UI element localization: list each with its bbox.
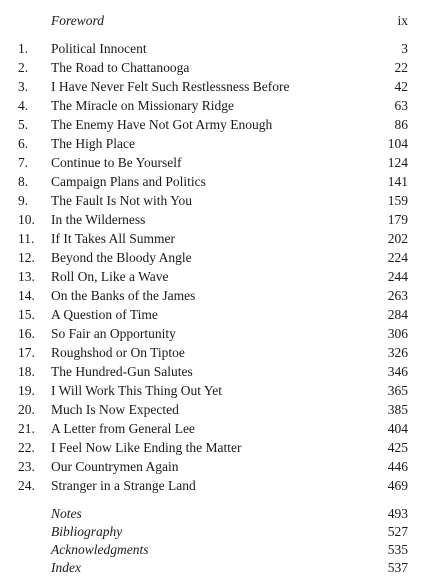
chapter-title: The Hundred-Gun Salutes bbox=[51, 364, 193, 379]
chapter-number: 17. bbox=[18, 345, 35, 360]
chapter-title: Continue to Be Yourself bbox=[51, 155, 182, 170]
chapter-entry bbox=[0, 400, 428, 419]
chapter-page: 104 bbox=[387, 136, 408, 151]
chapter-title: I Will Work This Thing Out Yet bbox=[51, 383, 223, 398]
chapter-number: 9. bbox=[18, 193, 29, 208]
chapter-number: 22. bbox=[18, 440, 35, 455]
chapter-title: I Feel Now Like Ending the Matter bbox=[51, 440, 242, 455]
entry-title: Acknowledgments bbox=[51, 542, 149, 557]
chapter-entry bbox=[0, 77, 428, 96]
chapter-page: 346 bbox=[387, 364, 408, 379]
chapter-number: 23. bbox=[18, 459, 35, 474]
chapter-title: The Miracle on Missionary Ridge bbox=[51, 98, 234, 113]
chapter-number: 19. bbox=[18, 383, 35, 398]
chapter-page: 306 bbox=[387, 326, 408, 341]
chapter-title: Beyond the Bloody Angle bbox=[51, 250, 192, 265]
chapter-entry bbox=[0, 267, 428, 286]
toc-entry-bibliography bbox=[0, 522, 428, 541]
entry-page: 535 bbox=[387, 542, 408, 557]
chapter-number: 1. bbox=[18, 41, 29, 56]
chapter-number: 20. bbox=[18, 402, 35, 417]
toc-entry-acknowledgments bbox=[0, 540, 428, 559]
entry-page: 527 bbox=[387, 524, 408, 539]
toc-entry-foreword bbox=[0, 11, 428, 30]
chapter-number: 21. bbox=[18, 421, 35, 436]
chapter-number: 11. bbox=[18, 231, 35, 246]
chapter-page: 284 bbox=[387, 307, 408, 322]
chapter-entry bbox=[0, 134, 428, 153]
chapter-entry bbox=[0, 438, 428, 457]
chapter-title: The Road to Chattanooga bbox=[51, 60, 190, 75]
chapter-title: Campaign Plans and Politics bbox=[51, 174, 206, 189]
chapter-number: 12. bbox=[18, 250, 35, 265]
chapter-entry bbox=[0, 58, 428, 77]
chapter-page: 202 bbox=[387, 231, 408, 246]
chapter-number: 5. bbox=[18, 117, 29, 132]
chapter-entry bbox=[0, 248, 428, 267]
chapter-page: 446 bbox=[387, 459, 408, 474]
chapter-page: 425 bbox=[387, 440, 408, 455]
chapter-entry bbox=[0, 210, 428, 229]
chapter-page: 63 bbox=[394, 98, 408, 113]
chapter-page: 385 bbox=[387, 402, 408, 417]
chapter-entry bbox=[0, 191, 428, 210]
chapter-number: 18. bbox=[18, 364, 35, 379]
chapter-entry bbox=[0, 324, 428, 343]
chapter-page: 263 bbox=[387, 288, 408, 303]
chapter-title: A Letter from General Lee bbox=[51, 421, 195, 436]
chapter-page: 42 bbox=[394, 79, 408, 94]
chapter-title: On the Banks of the James bbox=[51, 288, 196, 303]
chapter-entry bbox=[0, 96, 428, 115]
chapter-number: 10. bbox=[18, 212, 35, 227]
chapter-title: The High Place bbox=[51, 136, 135, 151]
chapter-number: 3. bbox=[18, 79, 29, 94]
chapter-title: The Enemy Have Not Got Army Enough bbox=[51, 117, 273, 132]
chapter-number: 16. bbox=[18, 326, 35, 341]
chapter-entry bbox=[0, 286, 428, 305]
chapter-page: 326 bbox=[387, 345, 408, 360]
entry-title: Bibliography bbox=[51, 524, 123, 539]
chapter-entry bbox=[0, 153, 428, 172]
chapter-number: 4. bbox=[18, 98, 29, 113]
chapter-page: 365 bbox=[387, 383, 408, 398]
chapter-entry bbox=[0, 419, 428, 438]
chapter-page: 141 bbox=[387, 174, 408, 189]
chapter-title: Roughshod or On Tiptoe bbox=[51, 345, 185, 360]
chapter-page: 179 bbox=[387, 212, 408, 227]
chapter-page: 86 bbox=[394, 117, 408, 132]
chapter-title: Stranger in a Strange Land bbox=[51, 478, 196, 493]
chapter-entry bbox=[0, 229, 428, 248]
chapter-title: Roll On, Like a Wave bbox=[51, 269, 169, 284]
toc-entry-notes bbox=[0, 504, 428, 523]
entry-title: Foreword bbox=[51, 13, 104, 28]
chapter-page: 404 bbox=[387, 421, 408, 436]
entry-title: Index bbox=[51, 560, 81, 575]
chapter-entry bbox=[0, 115, 428, 134]
chapter-page: 159 bbox=[387, 193, 408, 208]
chapter-number: 15. bbox=[18, 307, 35, 322]
toc-entry-index bbox=[0, 558, 428, 577]
chapter-page: 124 bbox=[387, 155, 408, 170]
chapter-page: 224 bbox=[387, 250, 408, 265]
chapter-title: In the Wilderness bbox=[51, 212, 146, 227]
chapter-number: 2. bbox=[18, 60, 29, 75]
chapter-entry bbox=[0, 362, 428, 381]
chapter-page: 3 bbox=[401, 41, 408, 56]
chapter-page: 22 bbox=[394, 60, 408, 75]
entry-page: 537 bbox=[387, 560, 408, 575]
chapter-page: 469 bbox=[387, 478, 408, 493]
chapter-number: 13. bbox=[18, 269, 35, 284]
chapter-title: Much Is Now Expected bbox=[51, 402, 179, 417]
chapter-title: A Question of Time bbox=[51, 307, 158, 322]
chapter-entry bbox=[0, 476, 428, 495]
chapter-title: If It Takes All Summer bbox=[51, 231, 176, 246]
chapter-entry bbox=[0, 381, 428, 400]
chapter-title: The Fault Is Not with You bbox=[51, 193, 193, 208]
entry-page: 493 bbox=[387, 506, 408, 521]
chapter-entry bbox=[0, 343, 428, 362]
chapter-number: 6. bbox=[18, 136, 29, 151]
chapter-number: 8. bbox=[18, 174, 29, 189]
chapter-number: 24. bbox=[18, 478, 35, 493]
chapter-number: 14. bbox=[18, 288, 35, 303]
chapter-page: 244 bbox=[387, 269, 408, 284]
chapter-entry bbox=[0, 457, 428, 476]
chapter-title: I Have Never Felt Such Restlessness Before bbox=[51, 79, 290, 94]
chapter-title: Political Innocent bbox=[51, 41, 147, 56]
chapter-number: 7. bbox=[18, 155, 29, 170]
chapter-title: So Fair an Opportunity bbox=[51, 326, 176, 341]
chapter-entry bbox=[0, 172, 428, 191]
entry-page: ix bbox=[397, 13, 408, 28]
entry-title: Notes bbox=[51, 506, 82, 521]
chapter-entry bbox=[0, 305, 428, 324]
chapter-title: Our Countrymen Again bbox=[51, 459, 179, 474]
chapter-entry bbox=[0, 39, 428, 58]
